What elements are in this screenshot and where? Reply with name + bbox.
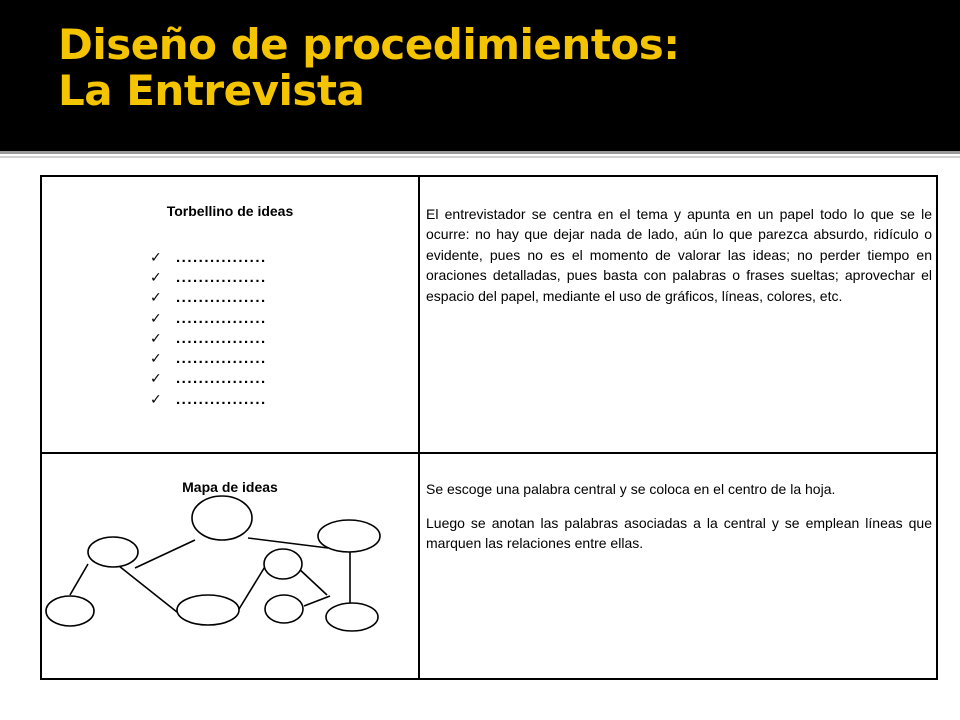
idea-map-diagram <box>42 454 418 680</box>
checklist-item-text: ................ <box>176 309 267 327</box>
map-link <box>119 566 182 616</box>
map-node <box>318 520 380 552</box>
checklist-item <box>150 288 267 308</box>
slide-title <box>58 22 680 114</box>
brainstorm-checklist <box>150 247 267 409</box>
checkmark-icon: ✓ <box>150 268 162 285</box>
slide-title-line-1: Diseño de procedimientos: <box>58 20 680 69</box>
checklist-item <box>150 348 267 368</box>
checklist-item <box>150 328 267 348</box>
idea-map-description-2: Luego se anotan las palabras asociadas a la central y se emplean líneas que marquen las relaciones entre ellas. <box>426 515 932 552</box>
map-node <box>46 596 94 626</box>
checkmark-icon: ✓ <box>150 309 162 326</box>
checklist-item-text: ................ <box>176 370 267 388</box>
idea-map-description-1: Se escoge una palabra central y se coloca en el centro de la hoja. <box>426 481 836 497</box>
checklist-item-text: ................ <box>176 268 267 286</box>
checkmark-icon: ✓ <box>150 248 162 265</box>
checkmark-icon: ✓ <box>150 370 162 387</box>
checkmark-icon: ✓ <box>150 350 162 367</box>
checklist-item-text: ................ <box>176 248 267 266</box>
idea-map-title: Mapa de ideas <box>182 479 278 495</box>
checkmark-icon: ✓ <box>150 390 162 407</box>
brainstorm-description: El entrevistador se centra en el tema y apunta en un papel todo lo que se le ocurre: no hay que dejar nada de lado, aún lo que parezca absurdo, ridículo o evidente, pues no es el momento de valorar las ideas; no perder tiempo en oraciones detalladas, pues basta con palabras o frases sueltas; aprovechar el espacio del papel, mediante el uso de gráficos, líneas, colores, etc. <box>426 206 932 304</box>
map-link <box>135 540 195 568</box>
checklist-item-text: ................ <box>176 350 267 368</box>
title-bar <box>0 0 960 151</box>
slide-title-line-2: La Entrevista <box>58 66 365 115</box>
table-column-divider <box>418 177 420 678</box>
brainstorm-title: Torbellino de ideas <box>166 203 294 219</box>
map-link <box>297 567 327 595</box>
checklist-item-text: ................ <box>176 289 267 307</box>
map-link <box>248 538 328 548</box>
title-divider <box>0 151 960 154</box>
checklist-item <box>150 369 267 389</box>
map-node <box>265 595 303 623</box>
checkmark-icon: ✓ <box>150 289 162 306</box>
map-node <box>264 549 302 579</box>
checkmark-icon: ✓ <box>150 329 162 346</box>
map-node <box>177 595 239 625</box>
checklist-item <box>150 267 267 287</box>
map-link <box>70 564 88 595</box>
map-node <box>88 537 138 567</box>
checklist-item <box>150 389 267 409</box>
checklist-item <box>150 308 267 328</box>
map-link <box>304 596 330 606</box>
checklist-item-text: ................ <box>176 390 267 408</box>
checklist-item-text: ................ <box>176 329 267 347</box>
title-divider-light <box>0 156 960 158</box>
checklist-item <box>150 247 267 267</box>
map-node <box>326 603 378 631</box>
content-table <box>40 175 938 680</box>
map-node-central <box>192 496 252 540</box>
map-link <box>236 565 266 614</box>
